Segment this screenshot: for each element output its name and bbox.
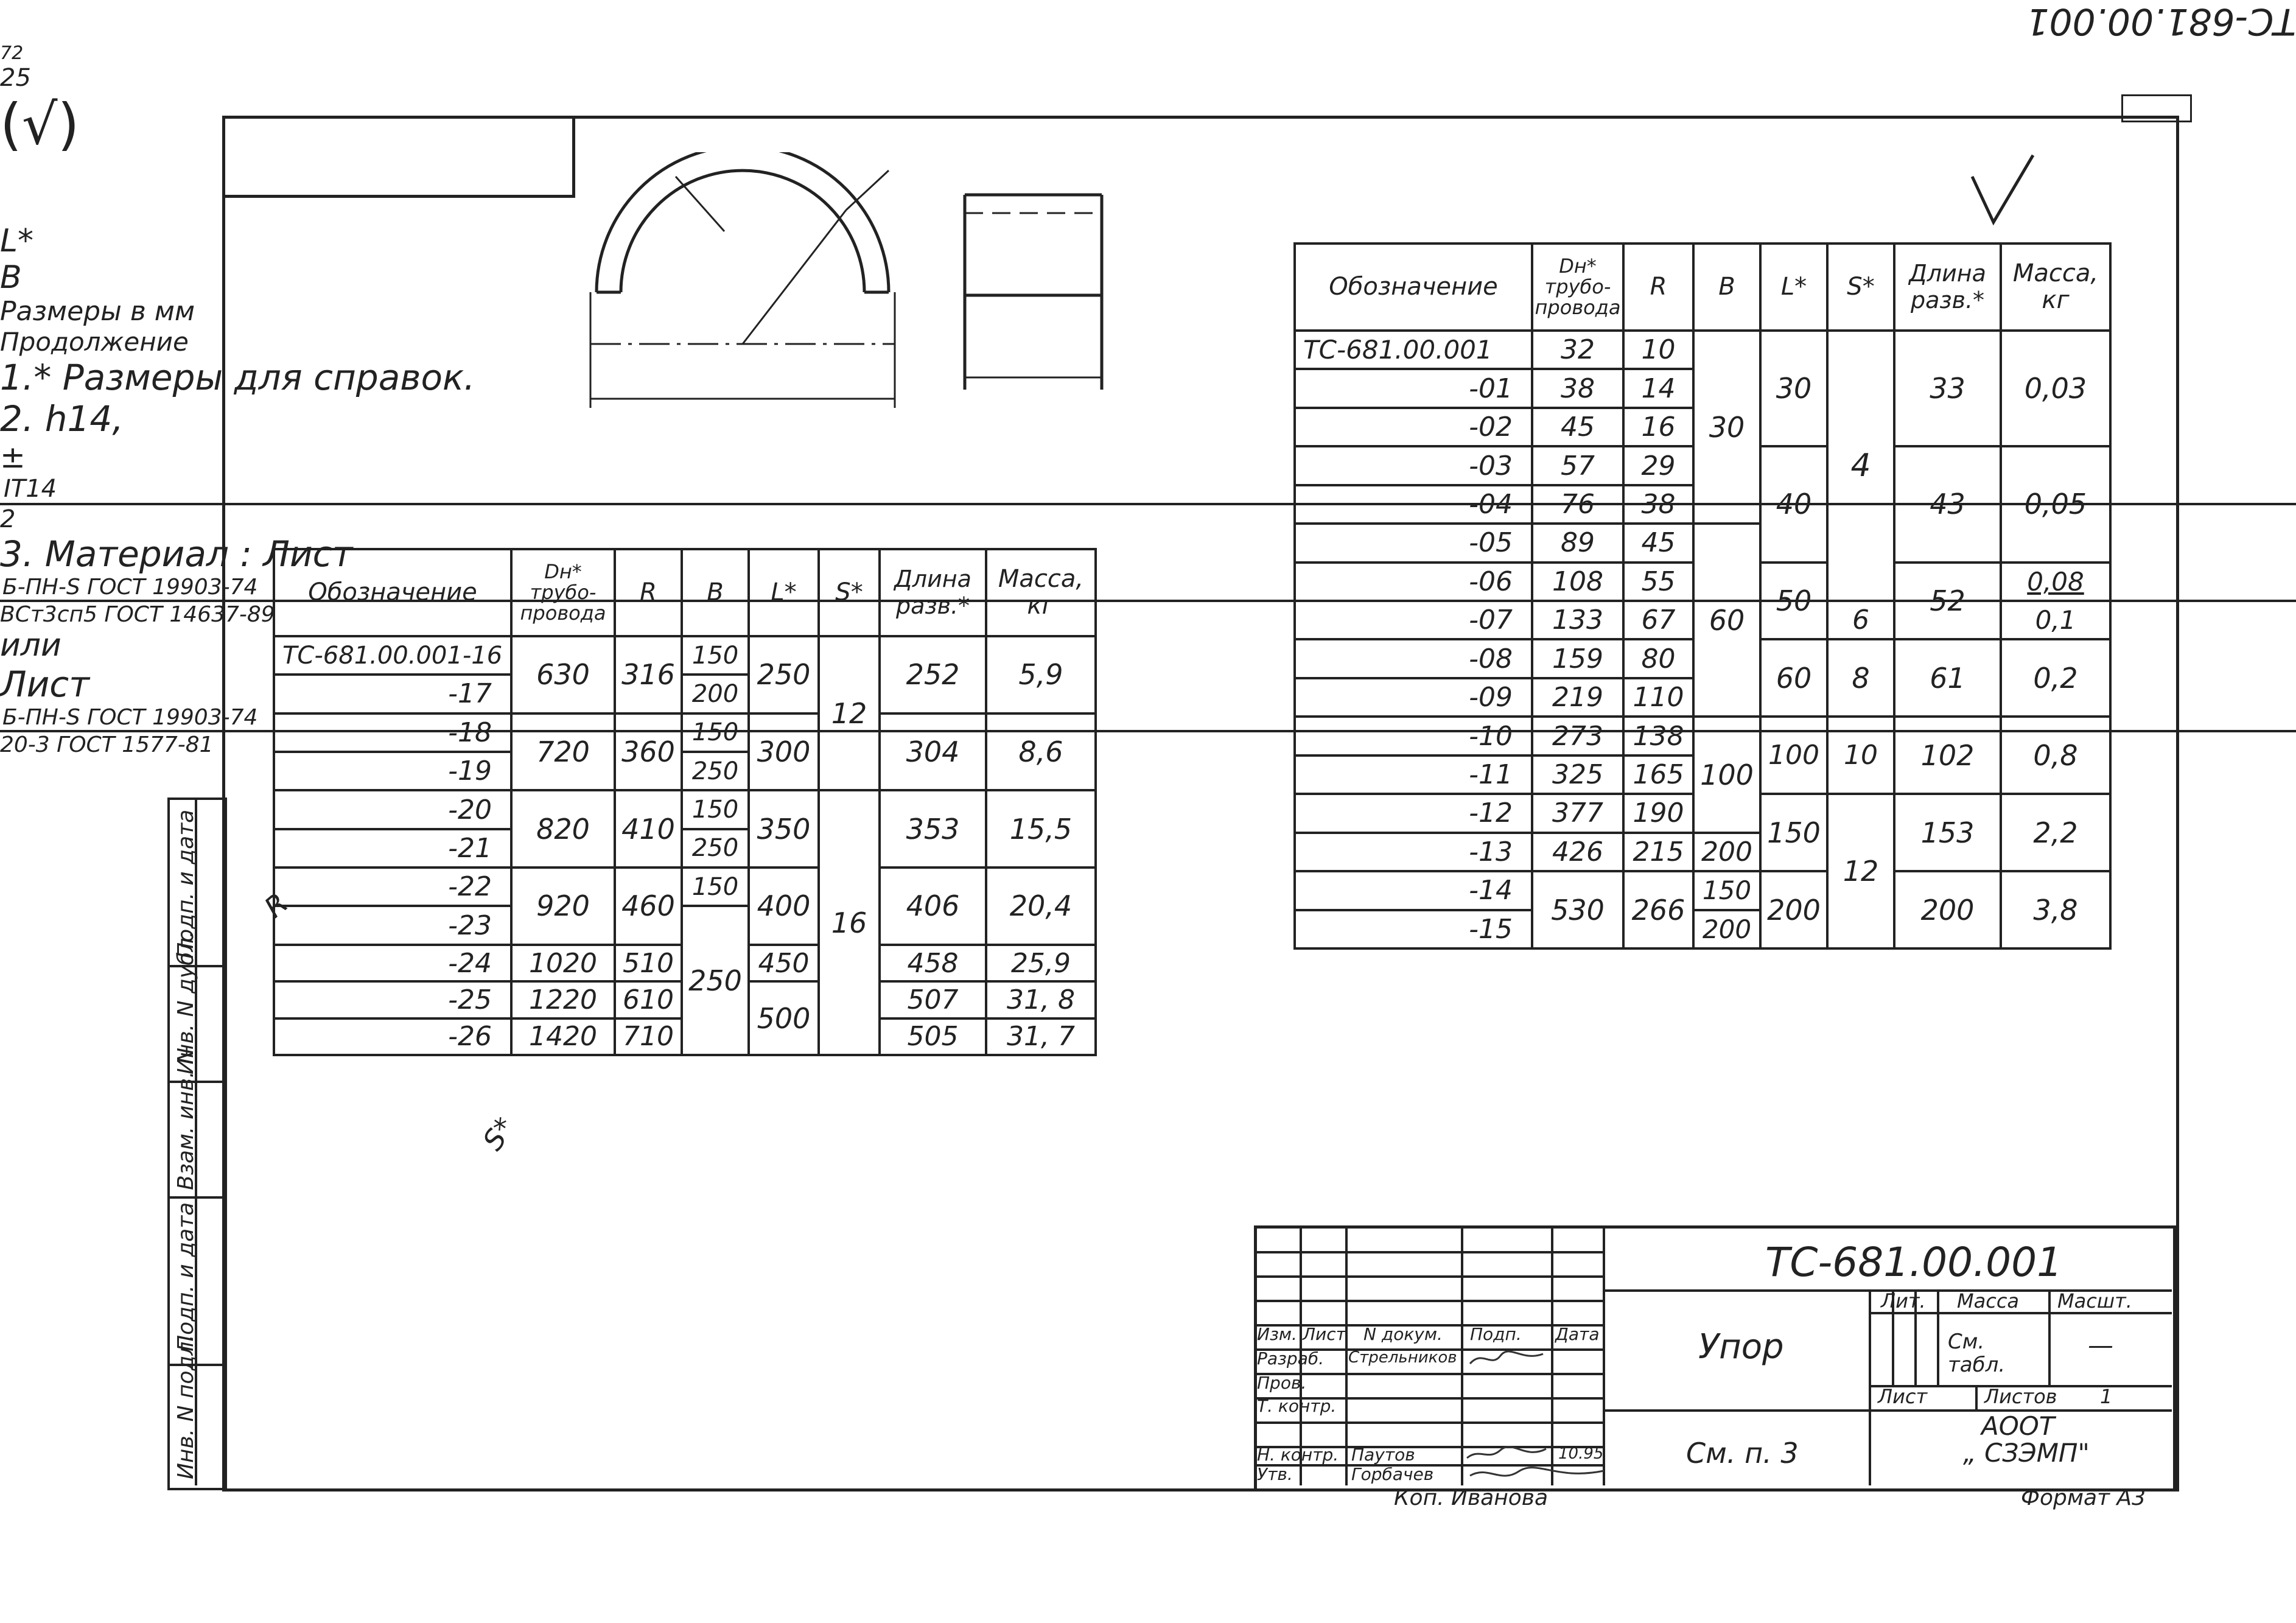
tb-role: Утв.	[1257, 1464, 1293, 1484]
length-cell: 304	[880, 713, 986, 791]
tb-line	[1254, 1421, 1604, 1424]
mass-cell: 15,5	[986, 790, 1096, 868]
designation-cell: -07	[1295, 601, 1532, 639]
tb-company-1: АООТ	[1981, 1411, 2055, 1441]
designation-cell: -18	[274, 713, 511, 752]
designation-cell: -14	[1295, 871, 1532, 910]
label-s: S*	[476, 1111, 522, 1157]
note-3-num: Б-ПН-S ГОСТ 19903-74	[0, 575, 2296, 602]
tb-line	[1975, 1385, 1978, 1409]
tb-name: Упор	[1698, 1327, 1784, 1367]
designation-cell: -05	[1295, 524, 1532, 562]
r-cell: 410	[615, 790, 682, 868]
note-1: 1.* Размеры для справок.	[0, 357, 475, 398]
col-header: Обозначение	[274, 549, 511, 636]
r-cell: 266	[1623, 871, 1693, 948]
b-cell: 250	[682, 752, 749, 790]
col-header: Dн* трубо- провода	[1532, 244, 1623, 331]
tb-scale-value: —	[2088, 1330, 2113, 1360]
dn-cell: 133	[1532, 601, 1623, 639]
dn-cell: 219	[1532, 678, 1623, 717]
mass-cell: 0,2	[2001, 639, 2110, 717]
designation-cell: -04	[1295, 485, 1532, 524]
dn-cell: 1220	[511, 981, 615, 1018]
designation-cell: -06	[1295, 563, 1532, 601]
mass-cell: 25,9	[986, 945, 1096, 981]
b-cell: 250	[682, 906, 749, 1055]
col-header: L*	[1760, 244, 1827, 331]
mass-cell: 20,4	[986, 868, 1096, 945]
tb-sheets-label: Листов	[1984, 1385, 2057, 1408]
tb-col-list: Лист	[1303, 1324, 1346, 1344]
length-cell: 52	[1894, 563, 2001, 640]
l-cell: 40	[1760, 446, 1827, 562]
r-cell: 165	[1623, 755, 1693, 794]
note-2-den: 2	[0, 505, 16, 533]
tb-line	[1254, 1300, 1604, 1302]
l-cell: 150	[1760, 794, 1827, 871]
tb-col-izm: Изм.	[1257, 1324, 1297, 1344]
length-cell: 43	[1894, 446, 2001, 562]
note-4-num: Б-ПН-S ГОСТ 19903-74	[0, 705, 2296, 732]
note-2-num: IT14	[0, 475, 2296, 505]
tb-line	[1254, 1275, 1604, 1278]
b-cell: 200	[1693, 833, 1760, 871]
tb-role: Пров.	[1257, 1373, 1307, 1393]
dn-cell: 38	[1532, 369, 1623, 407]
s-cell: 4	[1827, 331, 1894, 601]
r-cell: 610	[615, 981, 682, 1018]
corner-box	[2121, 94, 2192, 122]
mass-cell: 2,2	[2001, 794, 2110, 871]
side-stamp-podp-data-2: Подп. и дата	[173, 809, 198, 959]
r-cell: 110	[1623, 678, 1693, 717]
drawing-number-inverted: ТС-681.00.001	[2026, 0, 2296, 43]
tb-date: 10.95	[1558, 1445, 1604, 1463]
dn-cell: 57	[1532, 446, 1623, 485]
s-cell: 16	[819, 790, 880, 1055]
r-cell: 10	[1623, 331, 1693, 369]
designation-cell: -13	[1295, 833, 1532, 871]
r-cell: 190	[1623, 794, 1693, 832]
side-stamp-vzam: Взам. инв. N	[173, 1048, 198, 1190]
dn-cell: 1020	[511, 945, 615, 981]
tb-sheet-label: Лист	[1878, 1385, 1928, 1408]
roughness-general: (√)	[0, 92, 80, 157]
length-cell: 505	[880, 1018, 986, 1055]
part-sketch	[578, 152, 1126, 432]
l-cell: 500	[749, 981, 819, 1055]
col-header: S*	[1827, 244, 1894, 331]
designation-cell: -01	[1295, 369, 1532, 407]
b-cell: 30	[1693, 331, 1760, 524]
side-stamp-podp-data-1: Подп. и дата	[173, 1202, 198, 1351]
designation-cell: -12	[1295, 794, 1532, 832]
mass-cell: 3,8	[2001, 871, 2110, 948]
dn-cell: 32	[1532, 331, 1623, 369]
designation-cell: -15	[1295, 910, 1532, 948]
copied-by: Коп. Иванова	[1394, 1485, 1549, 1510]
length-cell: 353	[880, 790, 986, 868]
l-cell: 450	[749, 945, 819, 981]
mass-cell: 31, 8	[986, 981, 1096, 1018]
b-cell: 60	[1693, 524, 1760, 717]
designation-cell: -02	[1295, 408, 1532, 446]
b-cell: 150	[1693, 871, 1760, 910]
s-cell: 10	[1827, 717, 1894, 794]
tb-role: Разраб.	[1257, 1348, 1325, 1369]
label-l: L*	[0, 223, 33, 259]
designation-cell: -17	[274, 675, 511, 713]
note-4-prefix: Лист	[0, 664, 89, 705]
designation-cell: -10	[1295, 717, 1532, 755]
b-cell: 250	[682, 829, 749, 868]
mass-cell: 0,03	[2001, 331, 2110, 446]
col-header: Масса, кг	[986, 549, 1096, 636]
col-header: L*	[749, 549, 819, 636]
continuation-table	[273, 548, 1097, 1056]
dn-cell: 1420	[511, 1018, 615, 1055]
b-cell: 100	[1693, 717, 1760, 832]
designation-cell: -09	[1295, 678, 1532, 717]
dn-cell: 820	[511, 790, 615, 868]
r-cell: 460	[615, 868, 682, 945]
number-box	[222, 116, 575, 198]
note-3-prefix: 3. Материал : Лист	[0, 533, 353, 575]
tb-line	[1254, 1251, 1604, 1253]
side-stamp-inv-podl: Инв. N подл.	[173, 1334, 198, 1479]
col-header: Обозначение	[1295, 244, 1532, 331]
length-cell: 153	[1894, 794, 2001, 871]
tb-col-data: Дата	[1555, 1324, 1600, 1344]
r-cell: 14	[1623, 369, 1693, 407]
r-cell: 55	[1623, 563, 1693, 601]
length-cell: 102	[1894, 717, 2001, 794]
dn-cell: 530	[1532, 871, 1623, 948]
col-header: Длина разв.*	[880, 549, 986, 636]
tb-line	[1603, 1409, 2172, 1412]
l-cell: 100	[1760, 717, 1827, 794]
sheet-corner-number: 72	[0, 43, 24, 64]
l-cell: 200	[1760, 871, 1827, 948]
l-cell: 400	[749, 868, 819, 945]
designation-cell: ТС-681.00.001	[1295, 331, 1532, 369]
signature-icon	[1464, 1347, 1549, 1371]
designation-cell: -25	[274, 981, 511, 1018]
signature-icon	[1464, 1462, 1610, 1485]
col-header: R	[1623, 244, 1693, 331]
dn-cell: 108	[1532, 563, 1623, 601]
r-cell: 510	[615, 945, 682, 981]
dn-cell: 89	[1532, 524, 1623, 562]
tb-person: Стрельников	[1348, 1348, 1457, 1367]
r-cell: 138	[1623, 717, 1693, 755]
mass-cell: 0,08	[2001, 563, 2110, 601]
dn-cell: 426	[1532, 833, 1623, 871]
tb-person: Горбачев	[1351, 1464, 1434, 1484]
tb-mass-label: Масса	[1957, 1289, 2020, 1313]
note-2-sign: ±	[0, 440, 26, 475]
main-table	[1293, 242, 2112, 950]
tb-doc-number: ТС-681.00.001	[1765, 1239, 2063, 1286]
r-cell: 80	[1623, 639, 1693, 678]
dn-cell: 76	[1532, 485, 1623, 524]
dn-cell: 45	[1532, 408, 1623, 446]
note-4-den: 20-3 ГОСТ 1577-81	[0, 732, 214, 757]
designation-cell: -26	[274, 1018, 511, 1055]
designation-cell: -23	[274, 906, 511, 944]
l-cell: 60	[1760, 639, 1827, 717]
tb-col-ndok: N докум.	[1363, 1324, 1443, 1344]
length-cell: 406	[880, 868, 986, 945]
r-cell: 360	[615, 713, 682, 791]
length-cell: 507	[880, 981, 986, 1018]
col-header: S*	[819, 549, 880, 636]
length-cell: 458	[880, 945, 986, 981]
mass-cell: 31, 7	[986, 1018, 1096, 1055]
tb-role: Н. контр.	[1257, 1445, 1339, 1465]
s-cell: 12	[1827, 794, 1894, 948]
mass-cell: 5,9	[986, 636, 1096, 713]
length-cell: 252	[880, 636, 986, 713]
col-header: Масса, кг	[2001, 244, 2110, 331]
b-cell: 200	[1693, 910, 1760, 948]
b-cell: 150	[682, 790, 749, 829]
col-header: Dн* трубо- провода	[511, 549, 615, 636]
r-cell: 16	[1623, 408, 1693, 446]
designation-cell: -08	[1295, 639, 1532, 678]
dn-cell: 273	[1532, 717, 1623, 755]
r-cell: 215	[1623, 833, 1693, 871]
label-r: R	[257, 886, 295, 924]
l-cell: 30	[1760, 331, 1827, 446]
length-cell: 33	[1894, 331, 2001, 446]
r-cell: 316	[615, 636, 682, 713]
designation-cell: -03	[1295, 446, 1532, 485]
col-header: B	[1693, 244, 1760, 331]
s-cell: 8	[1827, 639, 1894, 717]
col-header: B	[682, 549, 749, 636]
paper-format: Формат А3	[2021, 1485, 2146, 1510]
tb-company-2: „ СЗЭМП"	[1963, 1438, 2090, 1468]
tb-line	[1869, 1289, 1871, 1485]
dn-cell: 720	[511, 713, 615, 791]
length-cell: 200	[1894, 871, 2001, 948]
mass-cell: 0,05	[2001, 446, 2110, 562]
tb-scale-label: Масшт.	[2057, 1289, 2132, 1313]
l-cell: 250	[749, 636, 819, 713]
mass-cell: 0,8	[2001, 717, 2110, 794]
designation-cell: -20	[274, 790, 511, 829]
note-2-prefix: 2. h14,	[0, 398, 124, 440]
col-header: Длина разв.*	[1894, 244, 2001, 331]
tb-line	[1937, 1289, 1939, 1385]
r-cell: 67	[1623, 601, 1693, 639]
b-cell: 200	[682, 675, 749, 713]
tb-col-podp: Подп.	[1470, 1324, 1522, 1344]
tb-lit-label: Лит.	[1881, 1289, 1926, 1313]
note-3-den: ВСт3сп5 ГОСТ 14637-89	[0, 602, 275, 627]
designation-cell: -19	[274, 752, 511, 790]
l-cell: 50	[1760, 563, 1827, 640]
l-cell: 350	[749, 790, 819, 868]
designation-cell: -21	[274, 829, 511, 868]
tb-sheets-value: 1	[2100, 1385, 2113, 1408]
b-cell: 150	[682, 636, 749, 675]
side-stamp-inv-dubl: Инв. N дубл.	[173, 931, 198, 1074]
tb-mass-value: См. табл.	[1948, 1330, 2006, 1377]
r-cell: 29	[1623, 446, 1693, 485]
r-cell: 710	[615, 1018, 682, 1055]
l-cell: 300	[749, 713, 819, 791]
tb-person: Паутов	[1351, 1445, 1415, 1465]
mass-cell: 8,6	[986, 713, 1096, 791]
tb-material: См. п. 3	[1686, 1437, 1799, 1470]
mass-cell: 0,1	[2001, 601, 2110, 639]
dn-cell: 630	[511, 636, 615, 713]
note-3-or: или	[0, 627, 61, 664]
designation-cell: -11	[1295, 755, 1532, 794]
tb-role: Т. контр.	[1257, 1396, 1337, 1416]
col-header: R	[615, 549, 682, 636]
cont-table-caption: Продолжение	[0, 327, 189, 357]
dn-cell: 159	[1532, 639, 1623, 678]
length-cell: 61	[1894, 639, 2001, 717]
designation-cell: -22	[274, 868, 511, 906]
dn-cell: 377	[1532, 794, 1623, 832]
roughness-icon	[1966, 152, 2039, 231]
s-cell: 6	[1827, 601, 1894, 639]
dn-cell: 325	[1532, 755, 1623, 794]
main-table-caption: Размеры в мм	[0, 296, 195, 327]
roughness-value: 25	[0, 64, 31, 92]
b-cell: 150	[682, 868, 749, 906]
r-cell: 38	[1623, 485, 1693, 524]
designation-cell: -24	[274, 945, 511, 981]
r-cell: 45	[1623, 524, 1693, 562]
dn-cell: 920	[511, 868, 615, 945]
designation-cell: ТС-681.00.001-16	[274, 636, 511, 675]
s-cell: 12	[819, 636, 880, 791]
label-b: B	[0, 259, 22, 296]
tb-line	[2048, 1289, 2051, 1385]
b-cell: 150	[682, 713, 749, 752]
